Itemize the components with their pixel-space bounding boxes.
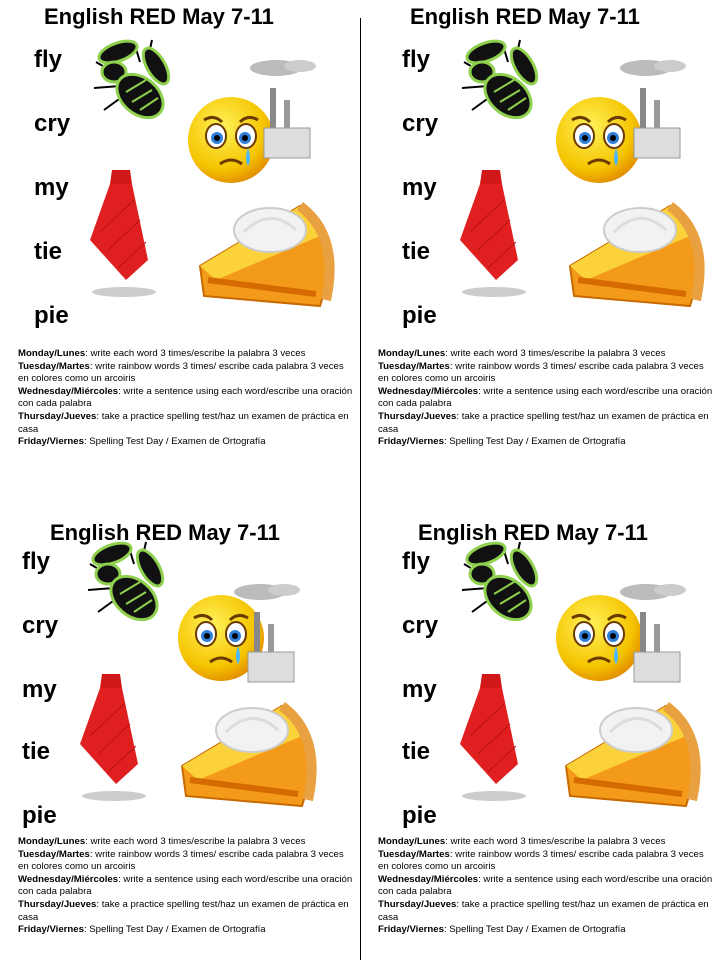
instruction-day: Monday/Lunes bbox=[18, 836, 86, 847]
factory-icon bbox=[250, 52, 316, 162]
word-fly: fly bbox=[34, 46, 63, 73]
instruction-text: : take a practice spelling test/haz un examen de práctica en casa bbox=[378, 898, 709, 923]
weekly-instructions bbox=[378, 836, 714, 937]
pie-icon bbox=[190, 196, 340, 316]
word-pie: pie bbox=[34, 302, 69, 329]
pie-icon bbox=[560, 196, 710, 316]
tie-icon bbox=[456, 170, 526, 300]
instruction-day: Monday/Lunes bbox=[378, 836, 446, 847]
word-fly: fly bbox=[402, 548, 431, 575]
instruction-text: : write rainbow words 3 times/ escribe cada palabra 3 veces en colores como un arcoiris bbox=[18, 360, 344, 385]
instruction-text: : Spelling Test Day / Examen de Ortografía bbox=[443, 924, 626, 936]
tie-icon bbox=[86, 170, 156, 300]
pie-icon bbox=[556, 696, 706, 816]
word-tie: tie bbox=[402, 738, 431, 765]
word-pie: pie bbox=[22, 802, 57, 829]
word-my: my bbox=[402, 676, 437, 703]
fly-icon bbox=[458, 36, 548, 136]
word-fly: fly bbox=[22, 548, 51, 575]
word-cry: cry bbox=[402, 612, 439, 639]
tie-icon bbox=[76, 674, 146, 804]
word-cry: cry bbox=[22, 612, 59, 639]
instruction-thursday bbox=[378, 899, 714, 924]
word-card-top-left bbox=[0, 0, 360, 480]
instruction-day: Friday/Viernes bbox=[18, 924, 84, 936]
instruction-text: : write each word 3 times/escribe la palabra 3 veces bbox=[445, 348, 666, 359]
instruction-text: : take a practice spelling test/haz un examen de práctica en casa bbox=[18, 410, 349, 435]
instruction-text: : take a practice spelling test/haz un examen de práctica en casa bbox=[18, 898, 349, 923]
word-card-bottom-left bbox=[0, 480, 360, 960]
instruction-monday bbox=[18, 348, 354, 361]
instruction-monday bbox=[18, 836, 354, 849]
instruction-text: : write each word 3 times/escribe la palabra 3 veces bbox=[85, 348, 306, 359]
word-fly: fly bbox=[402, 46, 431, 73]
instruction-wednesday bbox=[378, 386, 714, 411]
instruction-monday bbox=[378, 348, 714, 361]
word-card-bottom-right bbox=[360, 480, 720, 960]
fly-icon bbox=[90, 36, 180, 136]
word-my: my bbox=[34, 174, 69, 201]
word-card-top-right bbox=[360, 0, 720, 480]
word-cry: cry bbox=[34, 110, 71, 137]
instruction-text: : write each word 3 times/escribe la palabra 3 veces bbox=[445, 836, 666, 847]
tie-icon bbox=[456, 674, 526, 804]
word-cry: cry bbox=[402, 110, 439, 137]
instruction-wednesday bbox=[378, 874, 714, 899]
factory-icon bbox=[234, 576, 300, 686]
factory-icon bbox=[620, 576, 686, 686]
word-pie: pie bbox=[402, 802, 437, 829]
instruction-text: : Spelling Test Day / Examen de Ortografía bbox=[83, 436, 266, 448]
word-tie: tie bbox=[34, 238, 63, 265]
weekly-instructions bbox=[18, 836, 354, 937]
fly-icon bbox=[458, 538, 548, 638]
word-my: my bbox=[22, 676, 57, 703]
instruction-text: : write a sentence using each word/escribe una oración con cada palabra bbox=[378, 385, 713, 410]
fly-icon bbox=[84, 538, 174, 638]
instruction-friday bbox=[18, 436, 354, 449]
instruction-friday bbox=[378, 436, 714, 449]
instruction-day: Thursday/Jueves bbox=[378, 410, 457, 422]
instruction-day: Tuesday/Martes bbox=[18, 848, 90, 860]
instruction-text: : write each word 3 times/escribe la palabra 3 veces bbox=[85, 836, 306, 847]
instruction-day: Tuesday/Martes bbox=[378, 848, 450, 860]
instruction-text: : write rainbow words 3 times/ escribe cada palabra 3 veces en colores como un arcoiris bbox=[18, 848, 344, 873]
instruction-text: : write a sentence using each word/escribe una oración con cada palabra bbox=[18, 873, 353, 898]
factory-icon bbox=[620, 52, 686, 162]
weekly-instructions bbox=[18, 348, 354, 449]
instruction-day: Thursday/Jueves bbox=[18, 898, 97, 910]
instruction-monday bbox=[378, 836, 714, 849]
card-title: English RED May 7-11 bbox=[50, 520, 280, 545]
instruction-tuesday bbox=[18, 361, 354, 386]
instruction-thursday bbox=[18, 411, 354, 436]
instruction-wednesday bbox=[18, 874, 354, 899]
instruction-text: : write a sentence using each word/escribe una oración con cada palabra bbox=[378, 873, 713, 898]
word-pie: pie bbox=[402, 302, 437, 329]
instruction-tuesday bbox=[378, 849, 714, 874]
instruction-thursday bbox=[378, 411, 714, 436]
card-title: English RED May 7-11 bbox=[410, 4, 640, 29]
instruction-text: : Spelling Test Day / Examen de Ortografía bbox=[443, 436, 626, 448]
word-tie: tie bbox=[402, 238, 431, 265]
card-title: English RED May 7-11 bbox=[418, 520, 648, 545]
instruction-day: Friday/Viernes bbox=[18, 436, 84, 448]
pie-icon bbox=[172, 696, 322, 816]
instruction-text: : write rainbow words 3 times/ escribe cada palabra 3 veces en colores como un arcoiris bbox=[378, 848, 704, 873]
instruction-wednesday bbox=[18, 386, 354, 411]
weekly-instructions bbox=[378, 348, 714, 449]
instruction-friday bbox=[378, 924, 714, 937]
word-tie: tie bbox=[22, 738, 51, 765]
instruction-text: : write rainbow words 3 times/ escribe cada palabra 3 veces en colores como un arcoiris bbox=[378, 360, 704, 385]
instruction-day: Wednesday/Miércoles bbox=[378, 873, 479, 885]
instruction-text: : write a sentence using each word/escribe una oración con cada palabra bbox=[18, 385, 353, 410]
instruction-text: : take a practice spelling test/haz un examen de práctica en casa bbox=[378, 410, 709, 435]
instruction-day: Tuesday/Martes bbox=[378, 360, 450, 372]
instruction-day: Tuesday/Martes bbox=[18, 360, 90, 372]
instruction-text: : Spelling Test Day / Examen de Ortografía bbox=[83, 924, 266, 936]
instruction-day: Thursday/Jueves bbox=[378, 898, 457, 910]
instruction-day: Friday/Viernes bbox=[378, 924, 444, 936]
instruction-day: Thursday/Jueves bbox=[18, 410, 97, 422]
instruction-tuesday bbox=[18, 849, 354, 874]
instruction-day: Wednesday/Miércoles bbox=[18, 385, 119, 397]
instruction-day: Monday/Lunes bbox=[18, 348, 86, 359]
instruction-day: Wednesday/Miércoles bbox=[378, 385, 479, 397]
card-title: English RED May 7-11 bbox=[44, 4, 274, 29]
instruction-day: Friday/Viernes bbox=[378, 436, 444, 448]
instruction-day: Wednesday/Miércoles bbox=[18, 873, 119, 885]
instruction-thursday bbox=[18, 899, 354, 924]
instruction-tuesday bbox=[378, 361, 714, 386]
instruction-day: Monday/Lunes bbox=[378, 348, 446, 359]
instruction-friday bbox=[18, 924, 354, 937]
word-my: my bbox=[402, 174, 437, 201]
